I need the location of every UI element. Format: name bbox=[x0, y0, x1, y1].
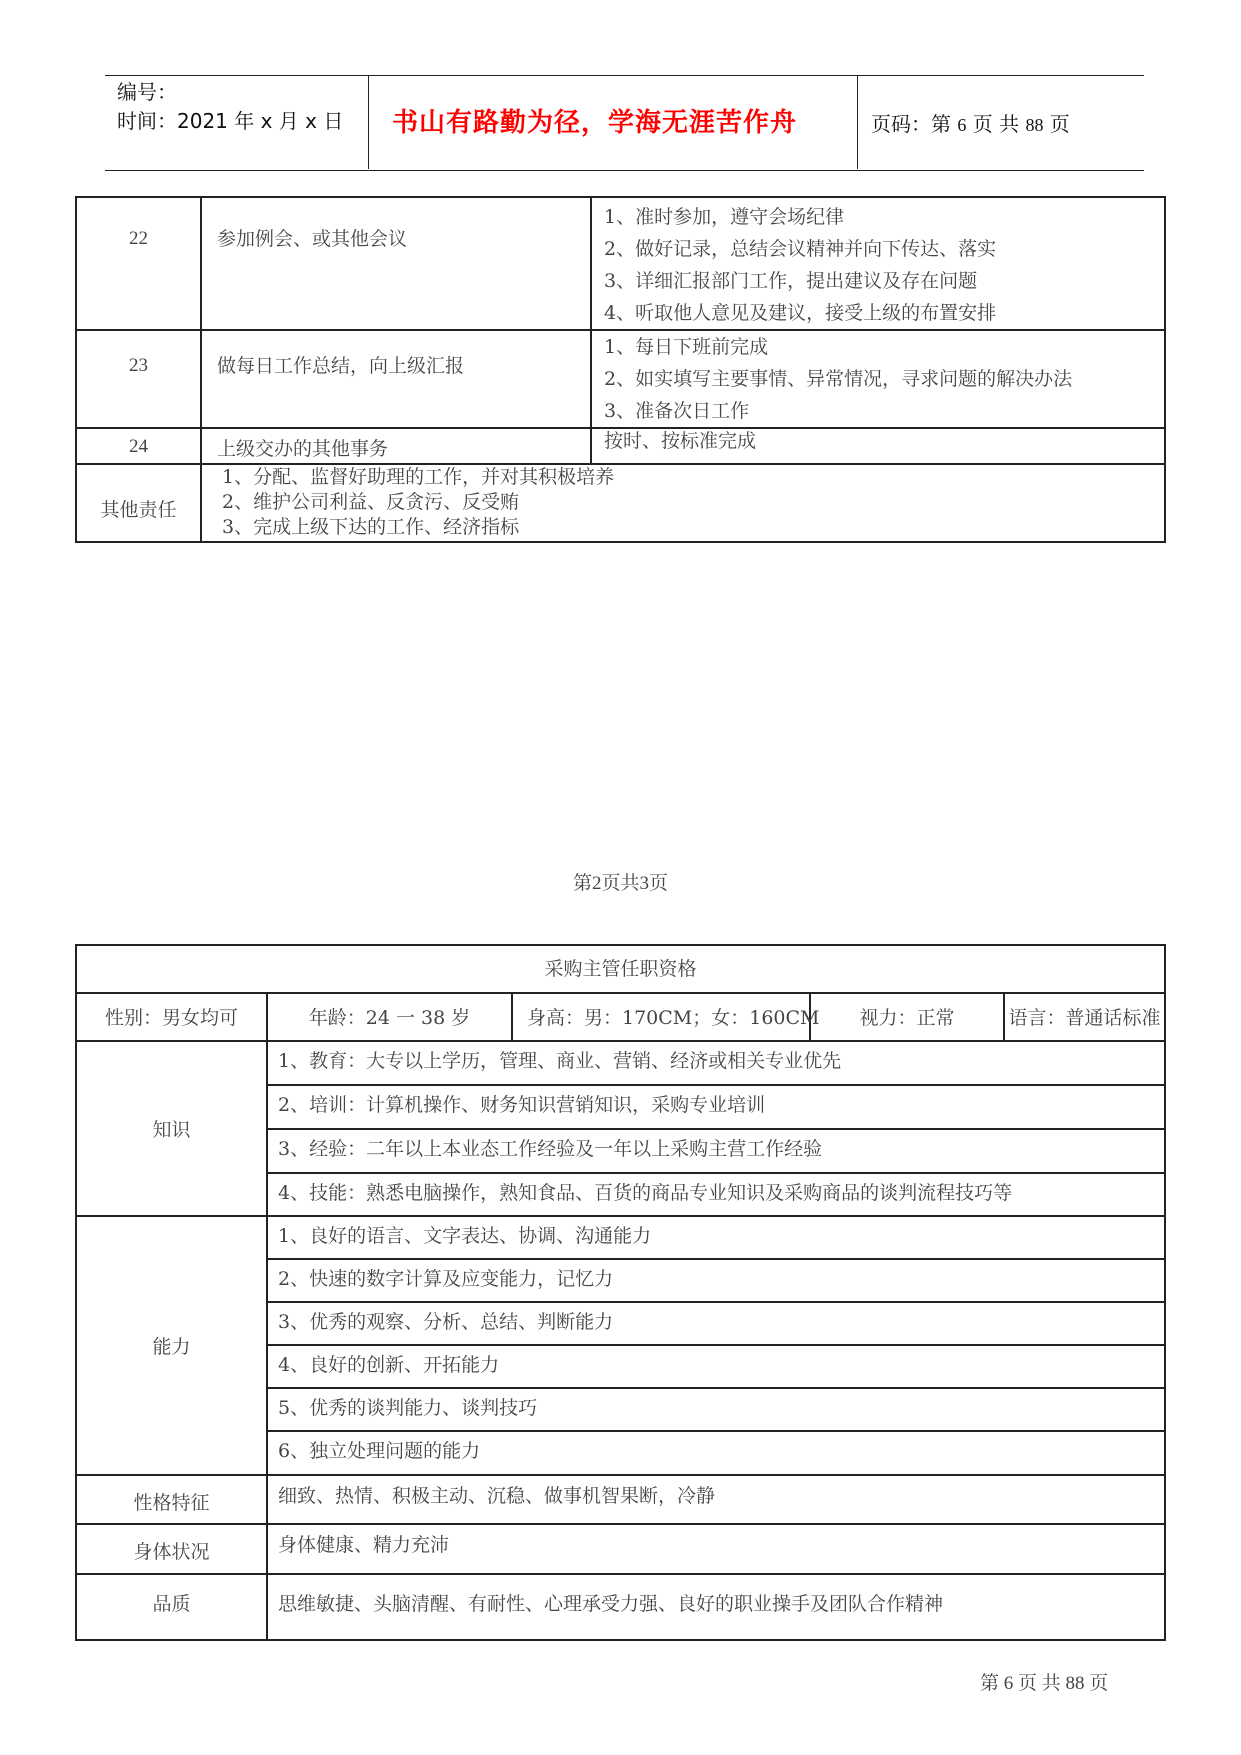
quality-label bbox=[76, 1574, 267, 1640]
health-label bbox=[76, 1524, 267, 1574]
time-label: 时间：2021 年 x 月 x 日 bbox=[117, 109, 344, 133]
duty-number-text: 22 bbox=[129, 228, 148, 249]
personality-value bbox=[267, 1475, 1165, 1524]
health-value bbox=[267, 1524, 1165, 1574]
qualifications-title-row bbox=[76, 945, 1165, 993]
requirement-line: 1、准时参加，遵守会场纪律 bbox=[604, 206, 845, 228]
qualifications-title bbox=[76, 945, 1165, 993]
other-duties-items bbox=[201, 464, 1165, 542]
page-footer: 第 6 页 共 88 页 bbox=[980, 1673, 1109, 1694]
ability-item: 1、良好的语言、文字表达、协调、沟通能力 bbox=[268, 1217, 1164, 1260]
knowledge-items bbox=[267, 1041, 1165, 1216]
knowledge-item: 3、经验：二年以上本业态工作经验及一年以上采购主营工作经验 bbox=[268, 1130, 1164, 1174]
duties-table bbox=[75, 196, 1166, 543]
ability-item: 2、快速的数字计算及应变能力，记忆力 bbox=[268, 1260, 1164, 1303]
ability-row bbox=[76, 1216, 1165, 1475]
height-text: 身高：男：170CM；女：160CM bbox=[527, 1007, 820, 1029]
other-duties-label-text: 其他责任 bbox=[100, 499, 177, 521]
duty-task-text: 做每日工作总结，向上级汇报 bbox=[217, 355, 465, 377]
other-duty-line: 2、维护公司利益、反贪污、反受贿 bbox=[222, 491, 520, 513]
other-duties-label bbox=[76, 464, 201, 542]
qualifications-table bbox=[75, 944, 1166, 1641]
vision-cell bbox=[810, 993, 1004, 1041]
ability-item: 3、优秀的观察、分析、总结、判断能力 bbox=[268, 1303, 1164, 1346]
requirement-line: 2、做好记录，总结会议精神并向下传达、落实 bbox=[604, 238, 997, 260]
knowledge-label-text: 知识 bbox=[152, 1119, 191, 1141]
header-divider bbox=[368, 75, 369, 169]
other-duty-line: 3、完成上级下达的工作、经济指标 bbox=[222, 516, 520, 538]
quality-value-text: 思维敏捷、头脑清醒、有耐性、心理承受力强、良好的职业操手及团队合作精神 bbox=[278, 1593, 944, 1615]
duty-requirements bbox=[591, 197, 1165, 330]
basic-requirements-row bbox=[76, 993, 1165, 1041]
quality-value bbox=[267, 1574, 1165, 1640]
health-value-text: 身体健康、精力充沛 bbox=[278, 1534, 450, 1556]
requirement-line: 按时、按标准完成 bbox=[604, 430, 757, 452]
header-page-code bbox=[871, 108, 1070, 137]
duty-number bbox=[76, 197, 201, 330]
requirement-line: 2、如实填写主要事情、异常情况，寻求问题的解决办法 bbox=[604, 368, 1073, 390]
requirement-line: 1、每日下班前完成 bbox=[604, 336, 769, 358]
requirement-line: 3、准备次日工作 bbox=[604, 400, 750, 422]
duty-task bbox=[201, 197, 591, 330]
personality-label-text: 性格特征 bbox=[133, 1492, 210, 1514]
duty-number bbox=[76, 330, 201, 428]
page-code-mid: 页 共 bbox=[972, 112, 1020, 136]
age-cell bbox=[267, 993, 512, 1041]
knowledge-item: 4、技能：熟悉电脑操作，熟知食品、百货的商品专业知识及采购商品的谈判流程技巧等 bbox=[278, 1182, 1013, 1204]
duty-number bbox=[76, 428, 201, 464]
page-code-current: 6 bbox=[957, 115, 967, 135]
ability-item: 6、独立处理问题的能力 bbox=[278, 1440, 481, 1462]
duty-number-text: 23 bbox=[129, 355, 148, 376]
requirement-line: 4、听取他人意见及建议，接受上级的布置安排 bbox=[604, 302, 997, 324]
duty-task bbox=[201, 428, 591, 464]
page-code-total: 88 bbox=[1025, 115, 1044, 135]
ability-label-text: 能力 bbox=[152, 1336, 191, 1358]
duty-number-text: 24 bbox=[129, 436, 148, 457]
ability-item: 4、良好的创新、开拓能力 bbox=[268, 1346, 1164, 1389]
other-duty-line: 1、分配、监督好助理的工作，并对其积极培养 bbox=[222, 466, 615, 488]
age-text: 年龄：24 一 38 岁 bbox=[308, 1007, 471, 1029]
knowledge-item: 2、培训：计算机操作、财务知识营销知识，采购专业培训 bbox=[268, 1086, 1164, 1130]
language-text: 语言：普通话标准 bbox=[1008, 1007, 1161, 1029]
health-label-text: 身体状况 bbox=[133, 1541, 210, 1563]
duty-row bbox=[76, 428, 1165, 464]
knowledge-label bbox=[76, 1041, 267, 1216]
duty-task-text: 上级交办的其他事务 bbox=[217, 438, 389, 460]
page-marker: 第2页共3页 bbox=[572, 873, 668, 894]
ability-item: 5、优秀的谈判能力、谈判技巧 bbox=[268, 1389, 1164, 1432]
ability-items bbox=[267, 1216, 1165, 1475]
header-divider bbox=[857, 75, 858, 169]
knowledge-item: 1、教育：大专以上学历，管理、商业、营销、经济或相关专业优先 bbox=[268, 1042, 1164, 1086]
duty-row bbox=[76, 330, 1165, 428]
duty-requirements bbox=[591, 330, 1165, 428]
other-duties-row bbox=[76, 464, 1165, 542]
ability-label bbox=[76, 1216, 267, 1475]
header-motto: 书山有路勤为径，学海无涯苦作舟 bbox=[392, 108, 798, 138]
quality-row bbox=[76, 1574, 1165, 1640]
serial-number-label: 编号： bbox=[117, 80, 177, 104]
personality-row bbox=[76, 1475, 1165, 1524]
page-code-suffix: 页 bbox=[1049, 112, 1070, 136]
page-code-prefix: 页码：第 bbox=[871, 112, 951, 136]
gender-text: 性别：男女均可 bbox=[104, 1007, 238, 1029]
gender-cell bbox=[76, 993, 267, 1041]
personality-value-text: 细致、热情、积极主动、沉稳、做事机智果断，冷静 bbox=[278, 1485, 716, 1507]
duty-task bbox=[201, 330, 591, 428]
knowledge-row bbox=[76, 1041, 1165, 1216]
height-cell bbox=[512, 993, 820, 1041]
personality-label bbox=[76, 1475, 267, 1524]
health-row bbox=[76, 1524, 1165, 1574]
requirement-line: 3、详细汇报部门工作，提出建议及存在问题 bbox=[604, 270, 978, 292]
duty-task-text: 参加例会、或其他会议 bbox=[217, 228, 408, 250]
language-cell bbox=[1004, 993, 1165, 1041]
vision-text: 视力：正常 bbox=[859, 1007, 955, 1029]
qualifications-title-text: 采购主管任职资格 bbox=[544, 958, 697, 980]
quality-label-text: 品质 bbox=[152, 1593, 191, 1615]
duty-requirements bbox=[591, 428, 1165, 464]
duty-row bbox=[76, 197, 1165, 330]
